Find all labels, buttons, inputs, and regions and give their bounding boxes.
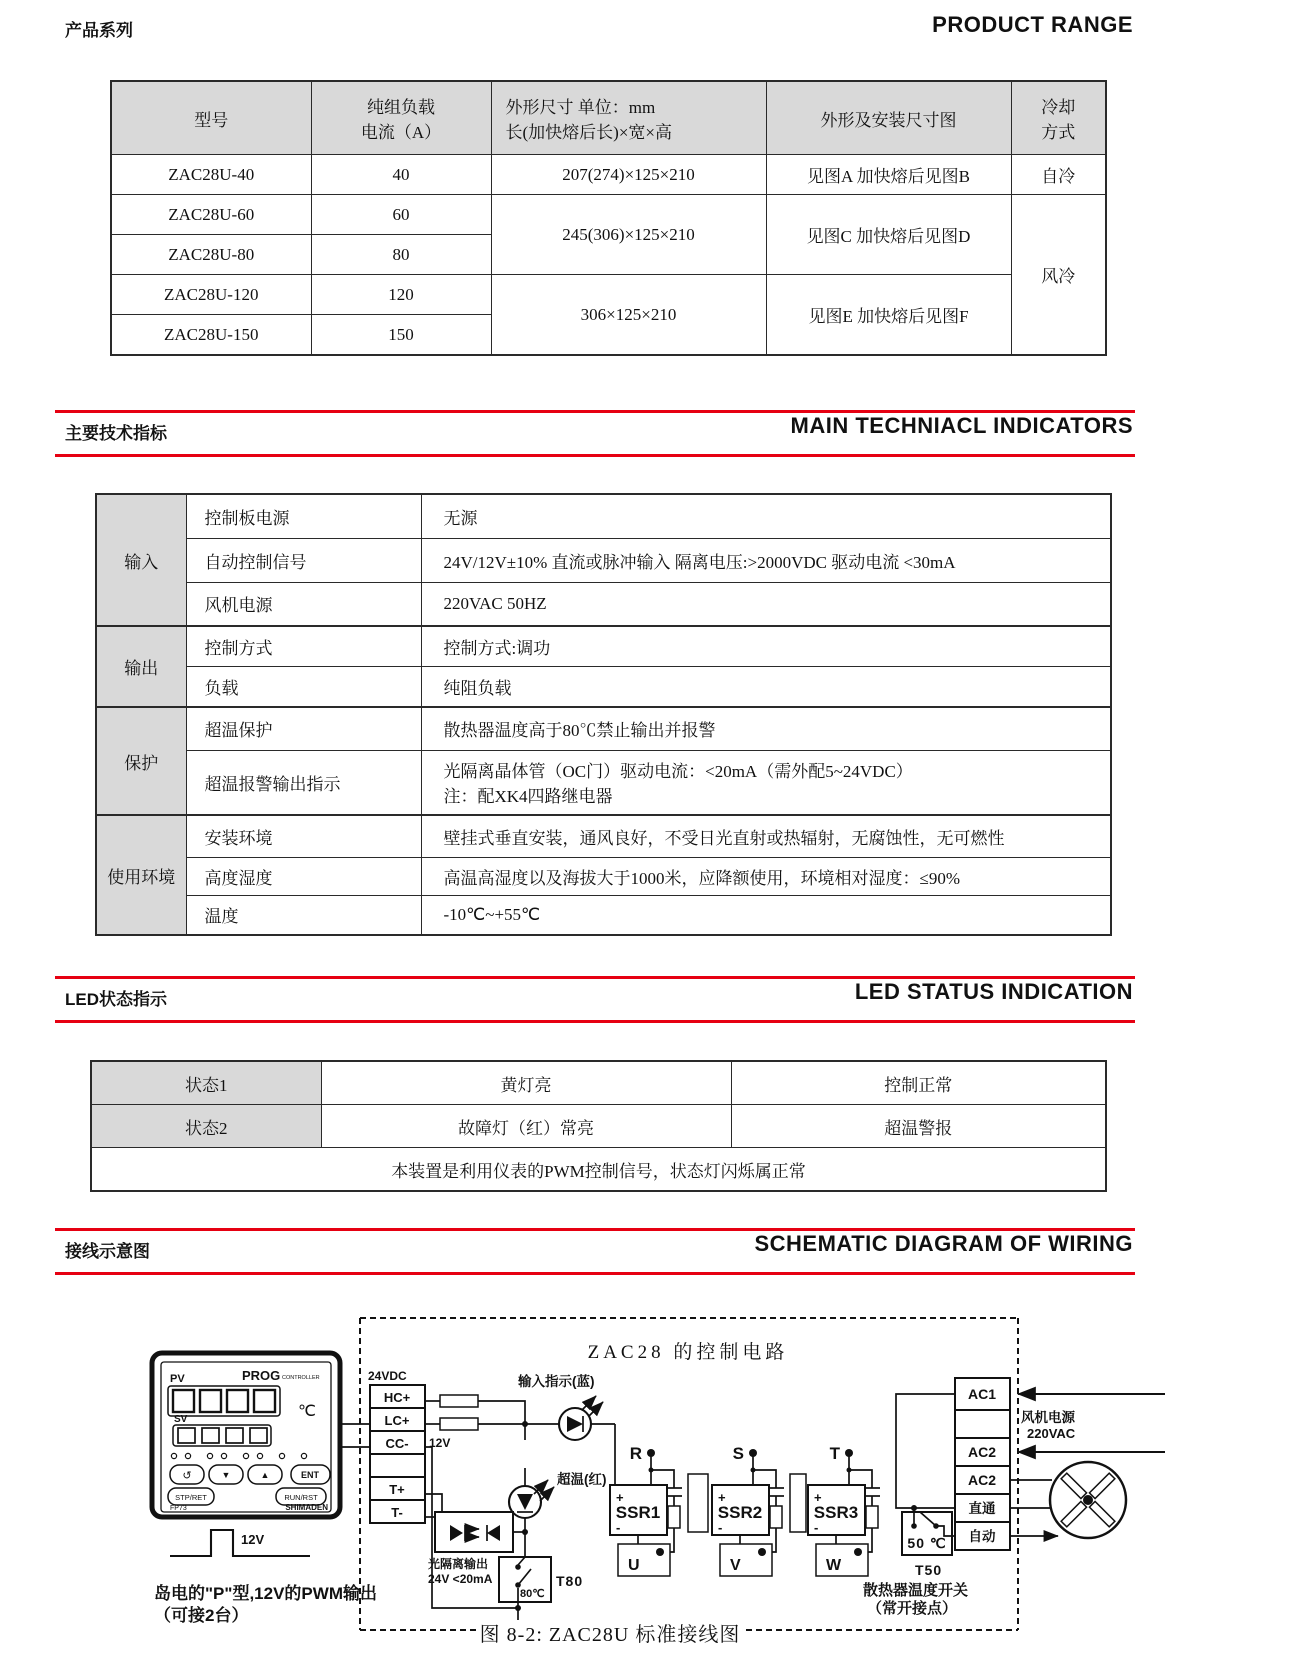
fan-power-label-2: 220VAC bbox=[1027, 1426, 1076, 1441]
td-category: 输入 bbox=[96, 494, 186, 626]
td-model: ZAC28U-40 bbox=[111, 155, 311, 195]
pwm-note-2: （可接2台） bbox=[154, 1606, 249, 1625]
red-rule bbox=[55, 1272, 1135, 1275]
table-row bbox=[91, 1105, 1106, 1148]
td-diagram: 见图C 加快熔后见图D bbox=[766, 195, 1011, 275]
td-size: 207(274)×125×210 bbox=[491, 155, 766, 195]
ssr3-block bbox=[808, 1444, 880, 1576]
td-param: 风机电源 bbox=[186, 582, 421, 626]
schematic-title: ZAC28 的控制电路 bbox=[587, 1342, 789, 1363]
td-current: 120 bbox=[311, 275, 491, 315]
td-param: 超温保护 bbox=[186, 707, 421, 750]
svg-text:+: + bbox=[814, 1490, 822, 1505]
v12-label: 12V bbox=[429, 1436, 451, 1450]
supply-label: 24VDC bbox=[368, 1369, 407, 1383]
td-current: 80 bbox=[311, 235, 491, 275]
td-state: 状态1 bbox=[91, 1061, 321, 1105]
table-row bbox=[111, 155, 1106, 195]
phase-t-label: T bbox=[829, 1444, 840, 1463]
td-size: 245(306)×125×210 bbox=[491, 195, 766, 275]
table-row bbox=[111, 195, 1106, 235]
td-param: 高度湿度 bbox=[186, 857, 421, 895]
prog-label: PROG bbox=[242, 1368, 281, 1383]
ssr2-label: SSR2 bbox=[717, 1503, 763, 1522]
svg-text:-: - bbox=[718, 1520, 723, 1535]
pwm-waveform bbox=[170, 1530, 310, 1556]
td-meaning: 控制正常 bbox=[731, 1061, 1106, 1105]
red-rule bbox=[55, 454, 1135, 457]
fan-icon bbox=[1010, 1462, 1126, 1538]
td-light: 黄灯亮 bbox=[321, 1061, 731, 1105]
celsius-label: ℃ bbox=[298, 1403, 316, 1420]
td-current: 40 bbox=[311, 155, 491, 195]
td-param: 负载 bbox=[186, 666, 421, 707]
terminal-ac2b: AC2 bbox=[967, 1472, 997, 1488]
overtemp-led bbox=[509, 1480, 554, 1518]
phase-w-label: W bbox=[826, 1557, 842, 1574]
tech-indicators-table bbox=[95, 493, 1112, 936]
fan-terminal-block bbox=[955, 1378, 1010, 1550]
td-model: ZAC28U-60 bbox=[111, 195, 311, 235]
terminal-ac1: AC1 bbox=[967, 1386, 997, 1402]
section-label-en: LED STATUS INDICATION bbox=[854, 979, 1133, 1004]
td-param: 控制板电源 bbox=[186, 494, 421, 538]
page-title-cn: 产品系列 bbox=[65, 21, 133, 40]
red-rule bbox=[55, 1020, 1135, 1023]
td-category: 输出 bbox=[96, 626, 186, 707]
td-value: 高温高湿度以及海拔大于1000米，应降额使用，环境相对湿度：≤90% bbox=[421, 857, 1111, 895]
phase-v-label: V bbox=[730, 1557, 741, 1574]
ent-label: ENT bbox=[301, 1470, 319, 1480]
phase-s-label: S bbox=[732, 1444, 744, 1463]
terminal-lc: LC+ bbox=[384, 1413, 410, 1428]
model-label: FP73 bbox=[170, 1505, 187, 1512]
td-size: 306×125×210 bbox=[491, 275, 766, 356]
figure-caption: 图 8-2: ZAC28U 标准接线图 bbox=[479, 1624, 741, 1646]
heatsink-switch-label-1: 散热器温度开关 bbox=[863, 1582, 969, 1599]
th-size: 外形尺寸 单位：mm 长(加快熔后长)×宽×高 bbox=[491, 81, 766, 155]
td-value: -10℃~+55℃ bbox=[421, 895, 1111, 935]
sv-label: SV bbox=[174, 1414, 188, 1425]
td-category: 使用环境 bbox=[96, 815, 186, 935]
optocoupler bbox=[425, 1494, 528, 1552]
t80-name-label: T80 bbox=[556, 1573, 584, 1589]
overtemp-led-label: 超温(红) bbox=[557, 1472, 607, 1487]
ssr3-label: SSR3 bbox=[813, 1503, 859, 1522]
table-row bbox=[96, 707, 1111, 750]
table-row bbox=[96, 895, 1111, 935]
pwm-note-1: 岛电的"P"型,12V的PWM输出 bbox=[154, 1584, 377, 1603]
table-row bbox=[96, 538, 1111, 582]
product-range-table bbox=[110, 80, 1107, 356]
table-row bbox=[96, 582, 1111, 626]
svg-text:+: + bbox=[718, 1490, 726, 1505]
up-icon: ▲ bbox=[260, 1470, 270, 1480]
td-model: ZAC28U-120 bbox=[111, 275, 311, 315]
td-param: 自动控制信号 bbox=[186, 538, 421, 582]
ssr1-label: SSR1 bbox=[615, 1503, 661, 1522]
section-label-en: SCHEMATIC DIAGRAM OF WIRING bbox=[754, 1231, 1133, 1256]
page-title-en: PRODUCT RANGE bbox=[932, 12, 1133, 37]
section-label-en: MAIN TECHNIACL INDICATORS bbox=[790, 413, 1133, 438]
td-param: 温度 bbox=[186, 895, 421, 935]
t50-thermal-switch bbox=[896, 1394, 955, 1555]
td-value: 24V/12V±10% 直流或脉冲输入 隔离电压:>2000VDC 驱动电流 <30mA bbox=[421, 538, 1111, 582]
td-cooling: 风冷 bbox=[1011, 195, 1106, 356]
td-diagram: 见图E 加快熔后见图F bbox=[766, 275, 1011, 356]
table-row bbox=[96, 626, 1111, 666]
run-rst-label: RUN/RST bbox=[284, 1493, 318, 1502]
t50-temp-label: 50 ℃ bbox=[907, 1535, 947, 1551]
pv-label: PV bbox=[170, 1373, 185, 1385]
opto-output-label-2: 24V <20mA bbox=[428, 1572, 493, 1586]
table-row bbox=[91, 1061, 1106, 1105]
ssr2-block bbox=[712, 1444, 806, 1576]
table-row bbox=[96, 815, 1111, 857]
td-value: 220VAC 50HZ bbox=[421, 582, 1111, 626]
section-label-cn: 接线示意图 bbox=[65, 1242, 150, 1261]
terminal-hc: HC+ bbox=[383, 1390, 411, 1405]
table-row bbox=[96, 750, 1111, 815]
table-row bbox=[96, 857, 1111, 895]
td-value: 控制方式:调功 bbox=[421, 626, 1111, 666]
table-row bbox=[96, 666, 1111, 707]
td-diagram: 见图A 加快熔后见图B bbox=[766, 155, 1011, 195]
th-current: 纯组负载 电流（A） bbox=[311, 81, 491, 155]
down-icon: ▼ bbox=[221, 1470, 231, 1480]
td-model: ZAC28U-150 bbox=[111, 315, 311, 356]
brand-label: SHIMADEN bbox=[285, 1503, 328, 1512]
td-param: 控制方式 bbox=[186, 626, 421, 666]
terminal-tminus: T- bbox=[391, 1505, 403, 1520]
table-row bbox=[111, 275, 1106, 315]
phase-r-label: R bbox=[629, 1444, 642, 1463]
td-current: 60 bbox=[311, 195, 491, 235]
section-label-cn: 主要技术指标 bbox=[65, 424, 167, 443]
controller-label: CONTROLLER bbox=[282, 1375, 320, 1381]
terminal-cc: CC- bbox=[385, 1436, 409, 1451]
th-model: 型号 bbox=[111, 81, 311, 155]
th-cooling: 冷却 方式 bbox=[1011, 81, 1106, 155]
td-param: 超温报警输出指示 bbox=[186, 750, 421, 815]
td-value: 无源 bbox=[421, 494, 1111, 538]
td-param: 安装环境 bbox=[186, 815, 421, 857]
terminal-direct: 直通 bbox=[968, 1501, 996, 1516]
svg-text:+: + bbox=[616, 1490, 624, 1505]
terminal-auto: 自动 bbox=[968, 1529, 996, 1544]
loop-icon: ↺ bbox=[182, 1470, 192, 1482]
table-row bbox=[91, 1148, 1106, 1192]
td-state: 状态2 bbox=[91, 1105, 321, 1148]
phase-u-label: U bbox=[628, 1557, 640, 1574]
svg-text:-: - bbox=[616, 1520, 621, 1535]
fan-power-label-1: 风机电源 bbox=[1021, 1410, 1075, 1425]
section-label-cn: LED状态指示 bbox=[65, 990, 167, 1009]
svg-text:-: - bbox=[814, 1520, 819, 1535]
td-value: 纯阻负载 bbox=[421, 666, 1111, 707]
ssr1-block bbox=[610, 1444, 708, 1576]
table-row bbox=[96, 494, 1111, 538]
td-cooling: 自冷 bbox=[1011, 155, 1106, 195]
td-value: 光隔离晶体管（OC门）驱动电流：<20mA（需外配5~24VDC） 注：配XK4四路继电器 bbox=[421, 750, 1111, 815]
t50-name-label: T50 bbox=[915, 1562, 943, 1578]
temperature-controller bbox=[152, 1353, 340, 1517]
th-diagram: 外形及安装尺寸图 bbox=[766, 81, 1011, 155]
input-led-label: 输入指示(蓝) bbox=[518, 1374, 595, 1389]
t80-temp-label: 80℃ bbox=[520, 1588, 545, 1600]
stp-ret-label: STP/RET bbox=[175, 1493, 207, 1502]
terminal-ac2a: AC2 bbox=[967, 1444, 997, 1460]
td-model: ZAC28U-80 bbox=[111, 235, 311, 275]
input-terminal-block bbox=[368, 1369, 450, 1523]
heatsink-switch-label-2: （常开接点） bbox=[867, 1600, 958, 1617]
td-value: 散热器温度高于80℃禁止输出并报警 bbox=[421, 707, 1111, 750]
td-value: 壁挂式垂直安装，通风良好，不受日光直射或热辐射，无腐蚀性，无可燃性 bbox=[421, 815, 1111, 857]
terminal-tplus: T+ bbox=[389, 1482, 405, 1497]
td-light: 故障灯（红）常亮 bbox=[321, 1105, 731, 1148]
pwm-voltage-label: 12V bbox=[241, 1532, 265, 1547]
td-current: 150 bbox=[311, 315, 491, 356]
input-indicator-led bbox=[559, 1396, 603, 1440]
opto-output-label-1: 光隔离输出 bbox=[428, 1557, 489, 1571]
wiring-schematic bbox=[70, 1300, 1190, 1660]
td-note: 本装置是利用仪表的PWM控制信号，状态灯闪烁属正常 bbox=[91, 1148, 1106, 1192]
led-status-table bbox=[90, 1060, 1107, 1192]
td-meaning: 超温警报 bbox=[731, 1105, 1106, 1148]
td-category: 保护 bbox=[96, 707, 186, 815]
